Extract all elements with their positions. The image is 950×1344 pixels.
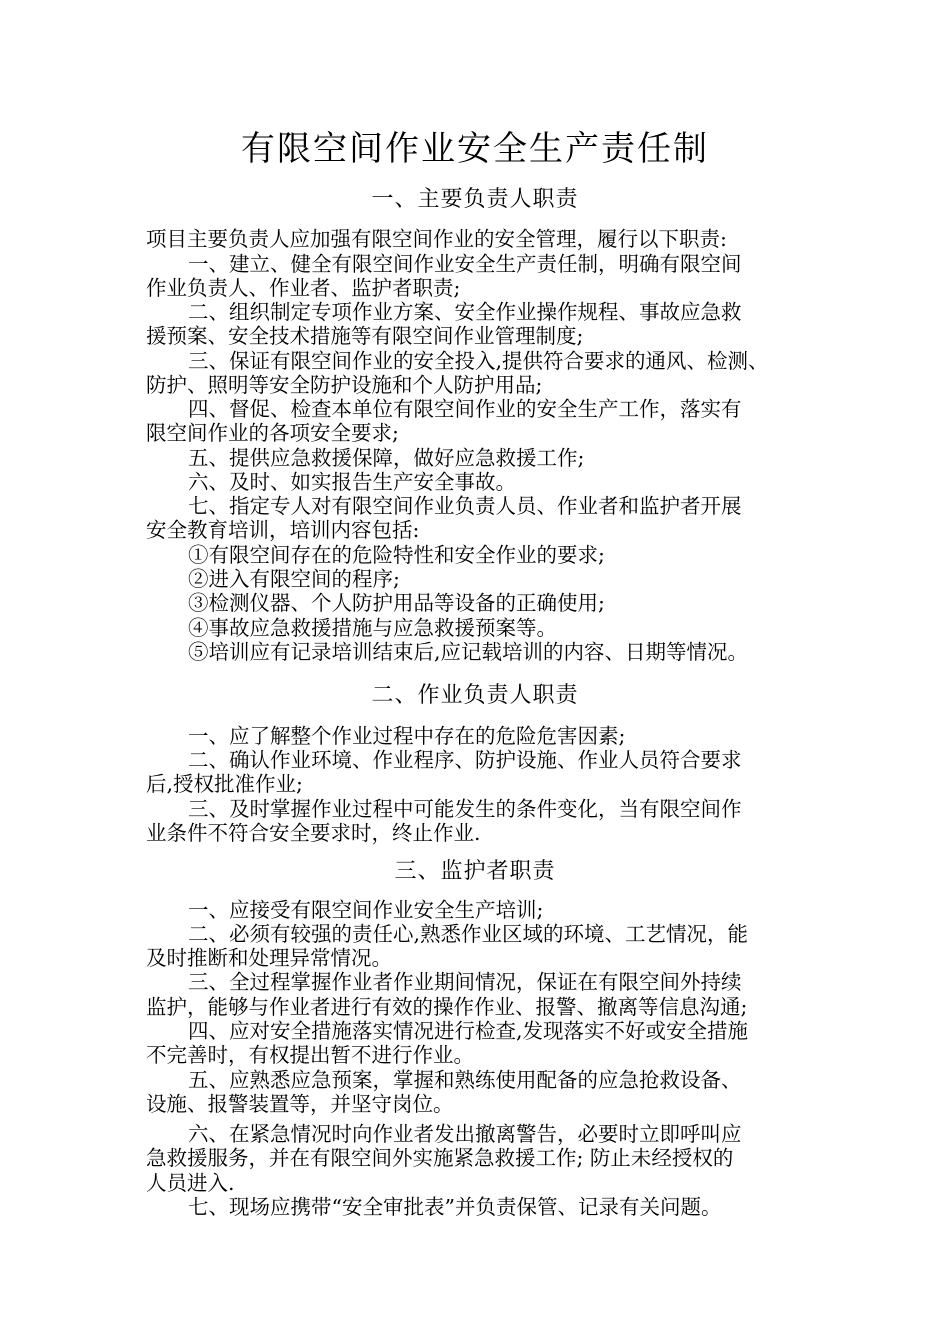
paragraph-line: 限空间作业的各项安全要求; xyxy=(146,421,399,445)
paragraph-line: 援预案、安全技术措施等有限空间作业管理制度; xyxy=(146,324,584,348)
paragraph-line: 三、及时掌握作业过程中可能发生的条件变化，当有限空间作 xyxy=(188,797,742,821)
paragraph-line: 急救援服务，并在有限空间外实施紧急救援工作; 防止未经授权的 xyxy=(146,1146,734,1170)
paragraph-line: 四、督促、检查本单位有限空间作业的安全生产工作，落实有 xyxy=(188,397,742,421)
paragraph-line: 作业负责人、作业者、监护者职责; xyxy=(146,276,461,300)
paragraph-line: 七、指定专人对有限空间作业负责人员、作业者和监护者开展 xyxy=(188,494,742,518)
paragraph-line: 业条件不符合安全要求时，终止作业. xyxy=(146,821,481,845)
paragraph-line: 三、保证有限空间作业的安全投入,提供符合要求的通风、检测、 xyxy=(188,349,769,373)
paragraph-line: 二、必须有较强的责任心,熟悉作业区域的环境、工艺情况，能 xyxy=(188,922,749,946)
document-title: 有限空间作业安全生产责任制 xyxy=(241,129,709,169)
paragraph-line: 项目主要负责人应加强有限空间作业的安全管理，履行以下职责: xyxy=(146,227,727,251)
paragraph-line: 二、确认作业环境、作业程序、防护设施、作业人员符合要求 xyxy=(188,748,742,772)
list-item: ⑤培训应有记录培训结束后,应记载培训的内容、日期等情况。 xyxy=(188,640,749,664)
paragraph-line: 后,授权批准作业; xyxy=(146,772,303,796)
paragraph-line: 监护，能够与作业者进行有效的操作作业、报警、撤离等信息沟通; xyxy=(146,995,748,1019)
paragraph-line: 一、应接受有限空间作业安全生产培训; xyxy=(188,898,544,922)
paragraph-line: 不完善时，有权提出暂不进行作业。 xyxy=(146,1043,474,1067)
list-item: ④事故应急救援措施与应急救援预案等。 xyxy=(188,616,557,640)
paragraph-line: 一、建立、健全有限空间作业安全生产责任制，明确有限空间 xyxy=(188,252,742,276)
paragraph-line: 五、应熟悉应急预案，掌握和熟练使用配备的应急抢救设备、 xyxy=(188,1068,742,1092)
section-heading-main-leader: 一、主要负责人职责 xyxy=(371,187,579,212)
paragraph-line: 四、应对安全措施落实情况进行检查,发现落实不好或安全措施 xyxy=(188,1019,749,1043)
paragraph-line: 一、应了解整个作业过程中存在的危险危害因素; xyxy=(188,724,626,748)
paragraph-line: 六、及时、如实报告生产安全事故。 xyxy=(188,470,516,494)
paragraph-line: 安全教育培训，培训内容包括: xyxy=(146,518,420,542)
paragraph-line: 二、组织制定专项作业方案、安全作业操作规程、事故应急救 xyxy=(188,300,742,324)
list-item: ①有限空间存在的危险特性和安全作业的要求; xyxy=(188,543,605,567)
section-heading-guardian: 三、监护者职责 xyxy=(394,859,556,884)
paragraph-line: 人员进入. xyxy=(146,1171,235,1195)
list-item: ②进入有限空间的程序; xyxy=(188,567,400,591)
paragraph-line: 设施、报警装置等，并坚守岗位。 xyxy=(146,1092,454,1116)
paragraph-line: 三、全过程掌握作业者作业期间情况，保证在有限空间外持续 xyxy=(188,970,742,994)
paragraph-line: 五、提供应急救援保障，做好应急救援工作; xyxy=(188,446,585,470)
section-heading-work-leader: 二、作业负责人职责 xyxy=(371,683,579,708)
list-item: ③检测仪器、个人防护用品等设备的正确使用; xyxy=(188,591,605,615)
paragraph-line: 防护、照明等安全防护设施和个人防护用品; xyxy=(146,373,543,397)
paragraph-line: 六、在紧急情况时向作业者发出撤离警告，必要时立即呼叫应 xyxy=(188,1122,742,1146)
paragraph-line: 七、现场应携带“安全审批表”并负责保管、记录有关问题。 xyxy=(188,1195,722,1219)
paragraph-line: 及时推断和处理异常情况。 xyxy=(146,946,392,970)
